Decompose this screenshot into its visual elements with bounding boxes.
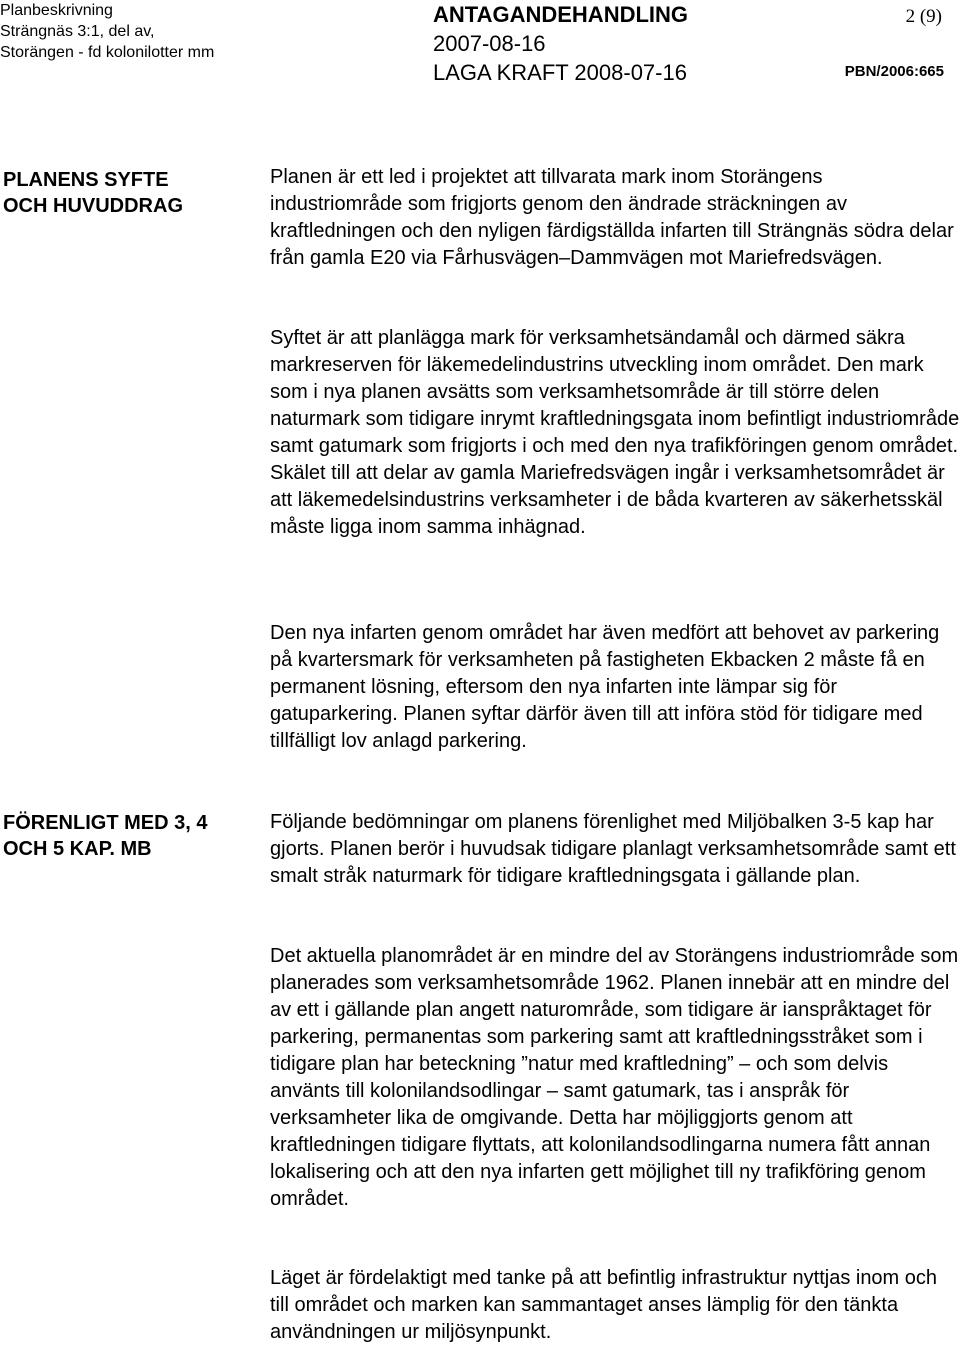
- section-heading-line: PLANENS SYFTE: [3, 169, 169, 191]
- paragraph: Det aktuella planområdet är en mindre del av Storängens industriområde som planerades som verksamhetsområde 1962. Planen innebär att en mindre del av ett i gällande plan angett naturområde, som tidigare är ianspråktaget för parkering, permanentas som parkering samt att kraftledningsstråket som i tidigare plan har beteckning ”natur med kraftledning” – och som delvis använts till kolonilandsodlingar – samt gatumark, tas i anspråk för verksamheter lika de omgivande. Detta har möjliggjorts genom att kraftledningen tidigare flyttats, att kolonilandsodlingarna numera fått annan lokalisering och att den nya infarten gett möjlighet till ny trafikföring genom området.: [270, 945, 959, 1210]
- status-label: ANTAGANDEHANDLING: [433, 2, 689, 27]
- page-number: 2 (9): [905, 6, 942, 27]
- paragraph: Följande bedömningar om planens förenlighet med Miljöbalken 3-5 kap har gjorts. Planen berör i huvudsak tidigare planlagt verksamhetsområde samt ett smalt stråk naturmark för tidigare kraftledningsgata i gällande plan.: [270, 811, 956, 887]
- status-date: 2007-08-16: [433, 31, 546, 56]
- section-heading-line: OCH HUVUDDRAG: [3, 195, 183, 217]
- plan-area-name: Storängen - fd kolonilotter mm: [0, 44, 215, 61]
- section-heading-compliance: [3, 810, 207, 862]
- plan-property: Strängnäs 3:1, del av,: [0, 23, 155, 40]
- paragraph: Den nya infarten genom området har även medfört att behovet av parkering på kvartersmark för verksamheten på fastigheten Ekbacken 2 måste få en permanent lösning, eftersom den nya infarten inte lämpar sig för gatuparkering. Planen syftar därför även till att införa stöd för tidigare med tillfälligt lov anlagd parkering.: [270, 622, 940, 752]
- reference-number: PBN/2006:665: [844, 63, 944, 80]
- document-status-block: [433, 0, 688, 87]
- paragraph: Planen är ett led i projektet att tillvarata mark inom Storängens industriområde som frigjorts genom den ändrade sträckningen av kraftledningen och den nyligen färdigställda infarten till Strängnäs södra delar från gamla E20 via Fårhusvägen–Dammvägen mot Mariefredsvägen.: [270, 166, 954, 269]
- document-type: Planbeskrivning: [0, 2, 113, 19]
- paragraph: Syftet är att planlägga mark för verksamhetsändamål och därmed säkra markreserven för läkemedelindustrins utveckling inom området. Den mark som i nya planen avsätts som verksamhetsområde är till större delen naturmark som tidigare inrymt kraftledningsgata inom befintligt industriområde samt gatumark som frigjorts i och med den nya trafikföringen genom området. Skälet till att delar av gamla Mariefredsvägen ingår i verksamhetsområdet är att läkemedelsindustrins verksamheter i de båda kvarteren av säkerhetsskäl måste ligga inom samma inhägnad.: [270, 327, 960, 538]
- document-header-info: [0, 0, 214, 63]
- legal-force-date: LAGA KRAFT 2008-07-16: [433, 60, 687, 85]
- section-heading-purpose: [3, 167, 183, 219]
- section-heading-line: OCH 5 KAP. MB: [3, 838, 152, 860]
- paragraph: Läget är fördelaktigt med tanke på att befintlig infrastruktur nyttjas inom och till området och marken kan sammantaget anses lämplig för den tänkta användningen ur miljösynpunkt.: [270, 1267, 938, 1343]
- section-heading-line: FÖRENLIGT MED 3, 4: [3, 812, 208, 834]
